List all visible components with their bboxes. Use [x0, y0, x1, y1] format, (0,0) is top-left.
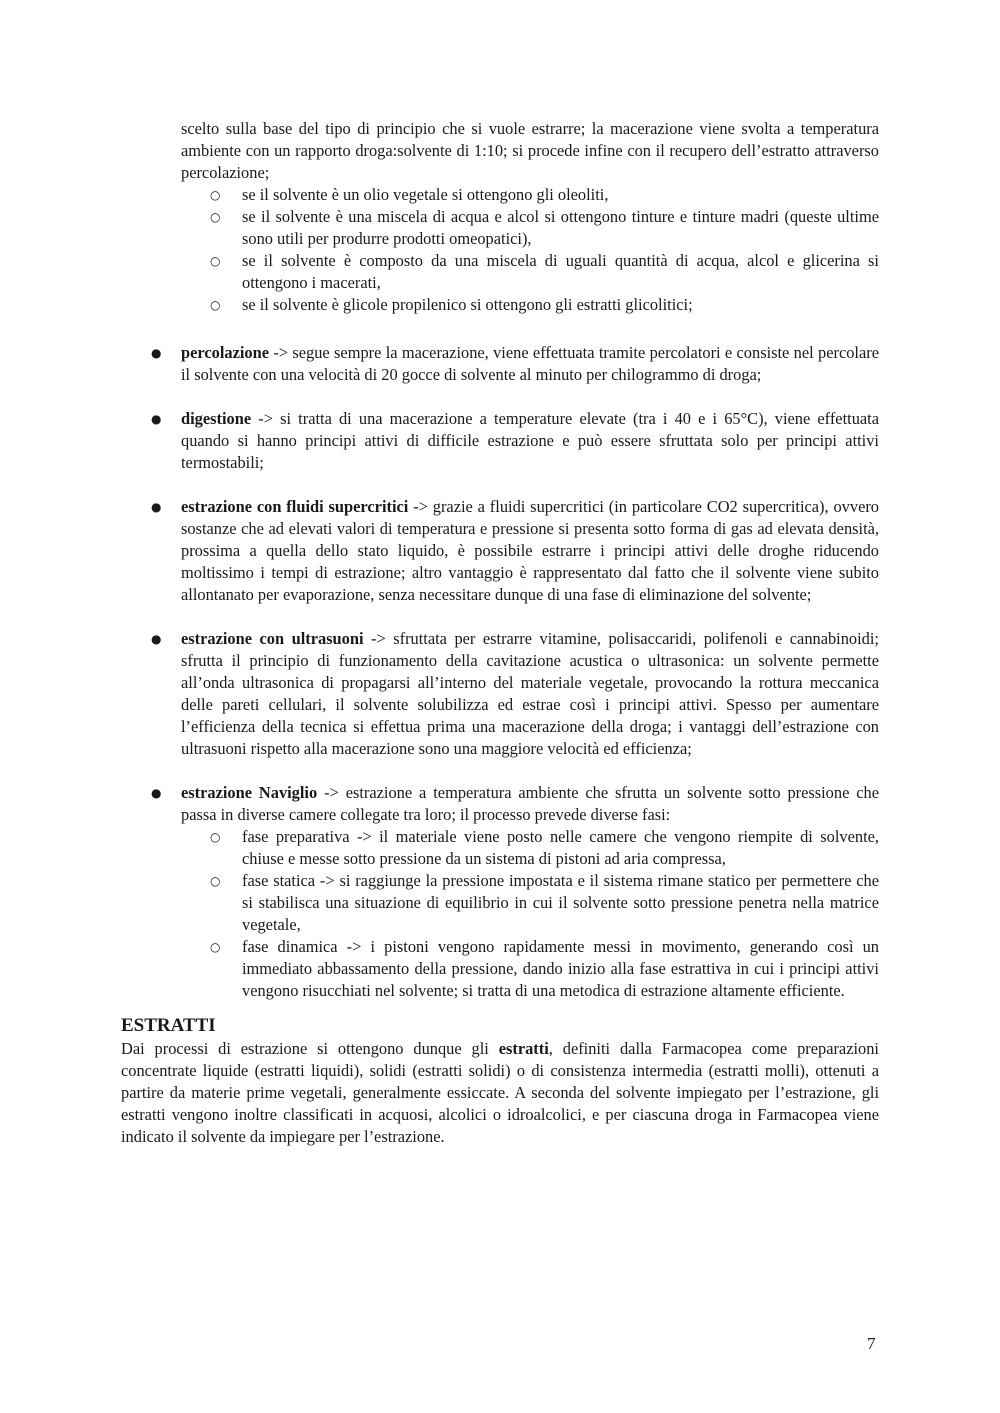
hollow-bullet-icon: ○ [210, 254, 221, 268]
section-heading: ESTRATTI [121, 1015, 216, 1036]
intro-paragraph: scelto sulla base del tipo di principio che si vuole estrarre; la macerazione viene svolta a temperatura ambiente con un rapporto droga:solvente di 1:10; si procede infine con il recupero dell’estratto attraverso percolazione; [181, 119, 879, 182]
bullet-text: -> grazie a fluidi supercritici (in particolare CO2 supercritica), ovvero sostanze che ad elevati valori di temperatura e pressione si presenta sotto forma di gas ad elevata densità, prossima a quella dello stato liquido, è possibile estrarre i principi attivi delle droghe riducendo moltissimo i tempi di estrazione; altro vantaggio è rappresentato dal fatto che il solvente viene subito allontanato per evaporazione, senza necessitare dunque di una fase di eliminazione del solvente; [181, 497, 879, 604]
bullet-text: -> segue sempre la macerazione, viene effettuata tramite percolatori e consiste nel percolare il solvente con una velocità di 20 gocce di solvente al minuto per chilogrammo di droga; [181, 343, 879, 384]
list-item: ○ fase statica -> si raggiunge la pressione impostata e il sistema rimane statico per permettere che si stabilisca una situazione di equilibrio in cui il solvente sotto pressione penetra nella matrice vegetale, [210, 871, 879, 934]
hollow-bullet-icon: ○ [210, 874, 221, 888]
list-item: ○ se il solvente è una miscela di acqua e alcol si ottengono tinture e tinture madri (queste ultime sono utili per produrre prodotti omeopatici), [210, 207, 879, 248]
bullet-term: estrazione con fluidi supercritici [181, 497, 409, 516]
list-item: ○ fase preparativa -> il materiale viene posto nelle camere che vengono riempite di solvente, chiuse e messe sotto pressione da un sistema di pistoni ad aria compressa, [210, 827, 879, 868]
intro-sublist [121, 184, 879, 316]
bullet-naviglio [121, 782, 879, 826]
filled-bullet-icon: ● [151, 412, 162, 426]
hollow-bullet-icon: ○ [210, 210, 221, 224]
bullet-percolazione [121, 342, 879, 386]
filled-bullet-icon: ● [151, 632, 162, 646]
naviglio-sublist [121, 826, 879, 1002]
bullet-text: -> sfruttata per estrarre vitamine, polisaccaridi, polifenoli e cannabinoidi; sfrutta il principio di funzionamento della cavitazione acustica o ultrasonica: un solvente permette all’onda ultrasonica di propagarsi all’interno del materiale vegetale, provocando la rottura meccanica delle pareti cellulari, il solvente solubilizza ed estrae così i principi attivi. Spesso per aumentare l’efficienza della tecnica si effettua prima una macerazione della droga; i vantaggi dell’estrazione con ultrasuoni rispetto alla macerazione sono una maggiore velocità ed efficienza; [181, 629, 879, 758]
hollow-bullet-icon: ○ [210, 940, 221, 954]
bullet-text: -> estrazione a temperatura ambiente che sfrutta un solvente sotto pressione che passa in diverse camere collegate tra loro; il processo prevede diverse fasi: [181, 783, 880, 824]
list-item: ○ se il solvente è glicole propilenico si ottengono gli estratti glicolitici; [210, 295, 693, 314]
bullet-ultrasuoni [121, 628, 879, 760]
page-number: 7 [867, 1334, 876, 1353]
list-item: ○ se il solvente è composto da una miscela di uguali quantità di acqua, alcol e glicerina si ottengono i macerati, [210, 251, 879, 292]
bullet-term: percolazione [181, 343, 270, 362]
filled-bullet-icon: ● [151, 346, 162, 360]
hollow-bullet-icon: ○ [210, 830, 221, 844]
list-item: ○ fase dinamica -> i pistoni vengono rapidamente messi in movimento, generando così un immediato abbassamento della pressione, dando inizio alla fase estrattiva in cui i principi attivi vengono risucchiati nel solvente; si tratta di una metodica di estrazione altamente efficiente. [210, 937, 879, 1000]
bullet-fluidi-supercritici [121, 496, 879, 606]
bullet-term: digestione [181, 409, 252, 428]
hollow-bullet-icon: ○ [210, 188, 221, 202]
list-item: ○ se il solvente è un olio vegetale si ottengono gli oleoliti, [210, 185, 609, 204]
bullet-term: estrazione con ultrasuoni [181, 629, 364, 648]
page-content [121, 118, 879, 1148]
section-paragraph: Dai processi di estrazione si ottengono dunque gli estratti, definiti dalla Farmacopea come preparazioni concentrate liquide (estratti liquidi), solidi (estratti solidi) o di consistenza intermedia (estratti molli), ottenuti a partire da materie prime vegetali, generalmente essiccate. A seconda del solvente impiegato per l’estrazione, gli estratti vengono inoltre classificati in acquosi, alcolici o idroalcolici, e per ciascuna droga in Farmacopea viene indicato il solvente da impiegare per l’estrazione. [121, 1039, 879, 1146]
bullet-term: estrazione Naviglio [181, 783, 318, 802]
filled-bullet-icon: ● [151, 786, 162, 800]
filled-bullet-icon: ● [151, 500, 162, 514]
hollow-bullet-icon: ○ [210, 298, 221, 312]
bullet-digestione [121, 408, 879, 474]
bold-term: estratti [498, 1039, 549, 1058]
bullet-text: -> si tratta di una macerazione a temperature elevate (tra i 40 e i 65°C), viene effettuata quando si hanno principi attivi di difficile estrazione e può essere sfruttata solo per principi attivi termostabili; [181, 409, 879, 472]
